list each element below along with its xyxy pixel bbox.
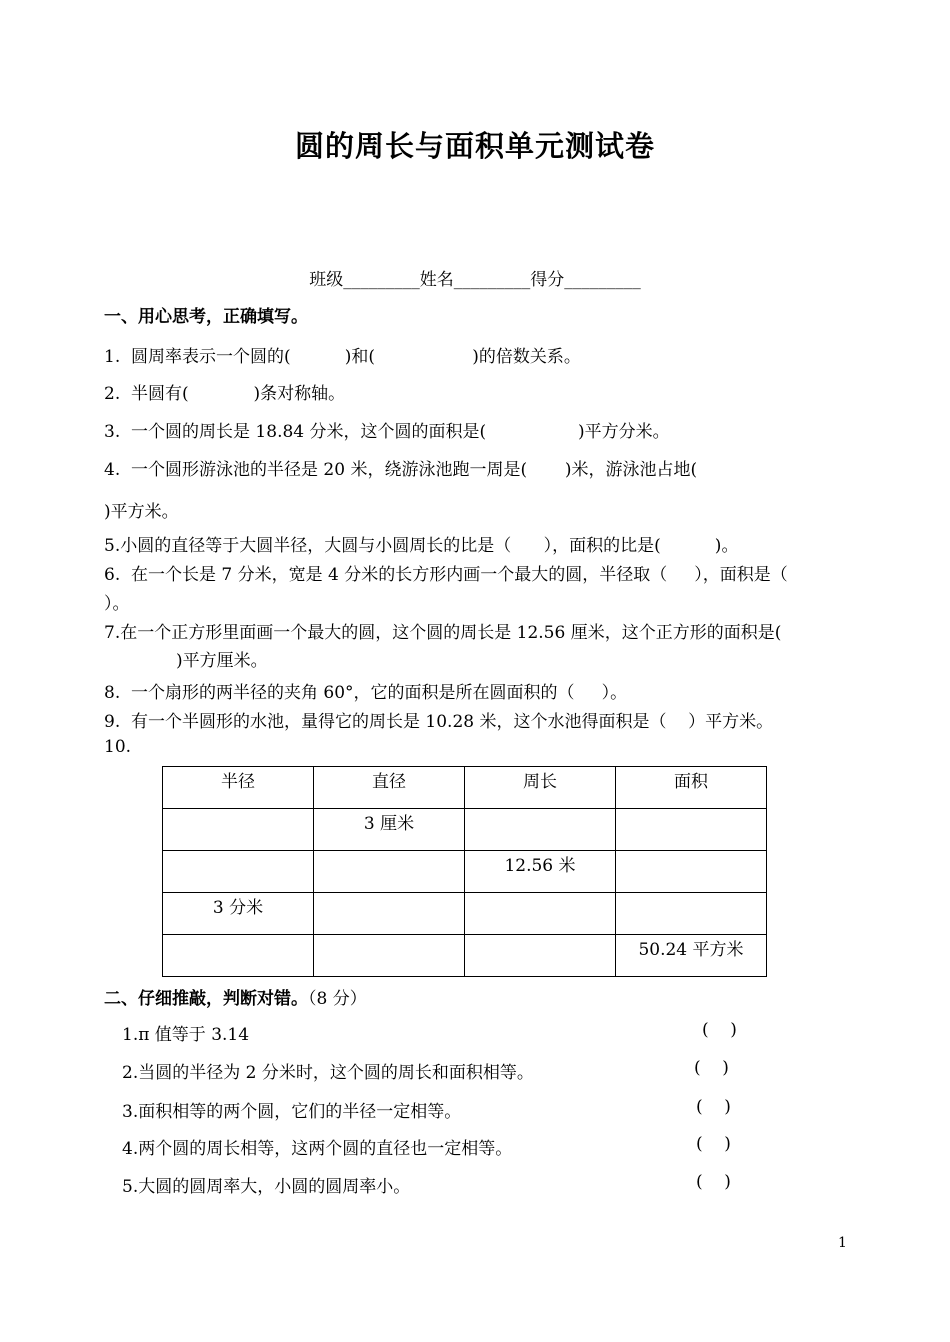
table-cell: 50.24 平方米	[616, 935, 767, 977]
question-3: 3. 一个圆的周长是 18.84 分米，这个圆的面积是( )平方分米。	[104, 422, 670, 442]
question-2: 2. 半圆有( )条对称轴。	[104, 384, 346, 404]
table-cell	[616, 809, 767, 851]
page-title: 圆的周长与面积单元测试卷	[294, 129, 655, 163]
table-cell	[163, 851, 314, 893]
page-number: 1	[838, 1235, 847, 1251]
table-row	[163, 935, 767, 977]
judgement-blank-1: ( )	[702, 1020, 737, 1040]
table-cell	[465, 809, 616, 851]
section-2-heading-row	[104, 984, 367, 1009]
judgement-item-1: 1.π 值等于 3.14	[122, 1025, 250, 1045]
question-1: 1. 圆周率表示一个圆的( )和( )的倍数关系。	[104, 347, 581, 367]
table-cell	[616, 893, 767, 935]
table-header-cell: 面积	[616, 767, 767, 809]
table-cell	[616, 851, 767, 893]
section-2-points: （8 分）	[308, 989, 367, 1009]
section-2-heading: 二、仔细推敲，判断对错。	[104, 989, 308, 1009]
question-7: 7.在一个正方形里面画一个最大的圆，这个圆的周长是 12.56 厘米，这个正方形的面积是(	[104, 623, 782, 643]
question-4-continuation: )平方米。	[104, 502, 179, 522]
table-row	[163, 809, 767, 851]
table-cell	[163, 935, 314, 977]
question-6-continuation: ）。	[104, 594, 130, 614]
table-header-cell: 直径	[314, 767, 465, 809]
section-1-heading: 一、用心思考，正确填写。	[104, 307, 308, 327]
judgement-blank-2: ( )	[694, 1058, 729, 1078]
table-header-cell: 半径	[163, 767, 314, 809]
judgement-item-3: 3.面积相等的两个圆，它们的半径一定相等。	[122, 1102, 462, 1122]
table-cell	[314, 893, 465, 935]
student-info-line: 班级_________姓名_________得分_________	[309, 270, 641, 290]
table-header-cell: 周长	[465, 767, 616, 809]
judgement-item-4: 4.两个圆的周长相等，这两个圆的直径也一定相等。	[122, 1139, 513, 1159]
circle-measurements-table	[162, 766, 767, 977]
table-cell: 3 分米	[163, 893, 314, 935]
question-4: 4. 一个圆形游泳池的半径是 20 米，绕游泳池跑一周是( )米，游泳池占地(	[104, 460, 698, 480]
question-5: 5.小圆的直径等于大圆半径，大圆与小圆周长的比是（ ），面积的比是( )。	[104, 536, 739, 556]
table-row	[163, 851, 767, 893]
question-10: 10.	[104, 737, 132, 757]
table-cell: 3 厘米	[314, 809, 465, 851]
table-header-row	[163, 767, 767, 809]
judgement-blank-5: ( )	[696, 1172, 731, 1192]
table-cell	[465, 935, 616, 977]
table-cell	[465, 893, 616, 935]
question-9: 9. 有一个半圆形的水池，量得它的周长是 10.28 米，这个水池得面积是（ ）平方米。	[104, 712, 774, 732]
table-cell	[314, 851, 465, 893]
table-cell: 12.56 米	[465, 851, 616, 893]
table-row	[163, 893, 767, 935]
question-8: 8. 一个扇形的两半径的夹角 60°，它的面积是所在圆面积的（ ）。	[104, 683, 628, 703]
question-7-continuation: )平方厘米。	[176, 651, 268, 671]
judgement-item-2: 2.当圆的半径为 2 分米时，这个圆的周长和面积相等。	[122, 1063, 534, 1083]
judgement-blank-4: ( )	[696, 1134, 731, 1154]
judgement-item-5: 5.大圆的圆周率大，小圆的圆周率小。	[122, 1177, 411, 1197]
question-6: 6. 在一个长是 7 分米，宽是 4 分米的长方形内画一个最大的圆，半径取（ ），面积是（	[104, 565, 788, 585]
table-cell	[163, 809, 314, 851]
table-cell	[314, 935, 465, 977]
judgement-blank-3: ( )	[696, 1097, 731, 1117]
